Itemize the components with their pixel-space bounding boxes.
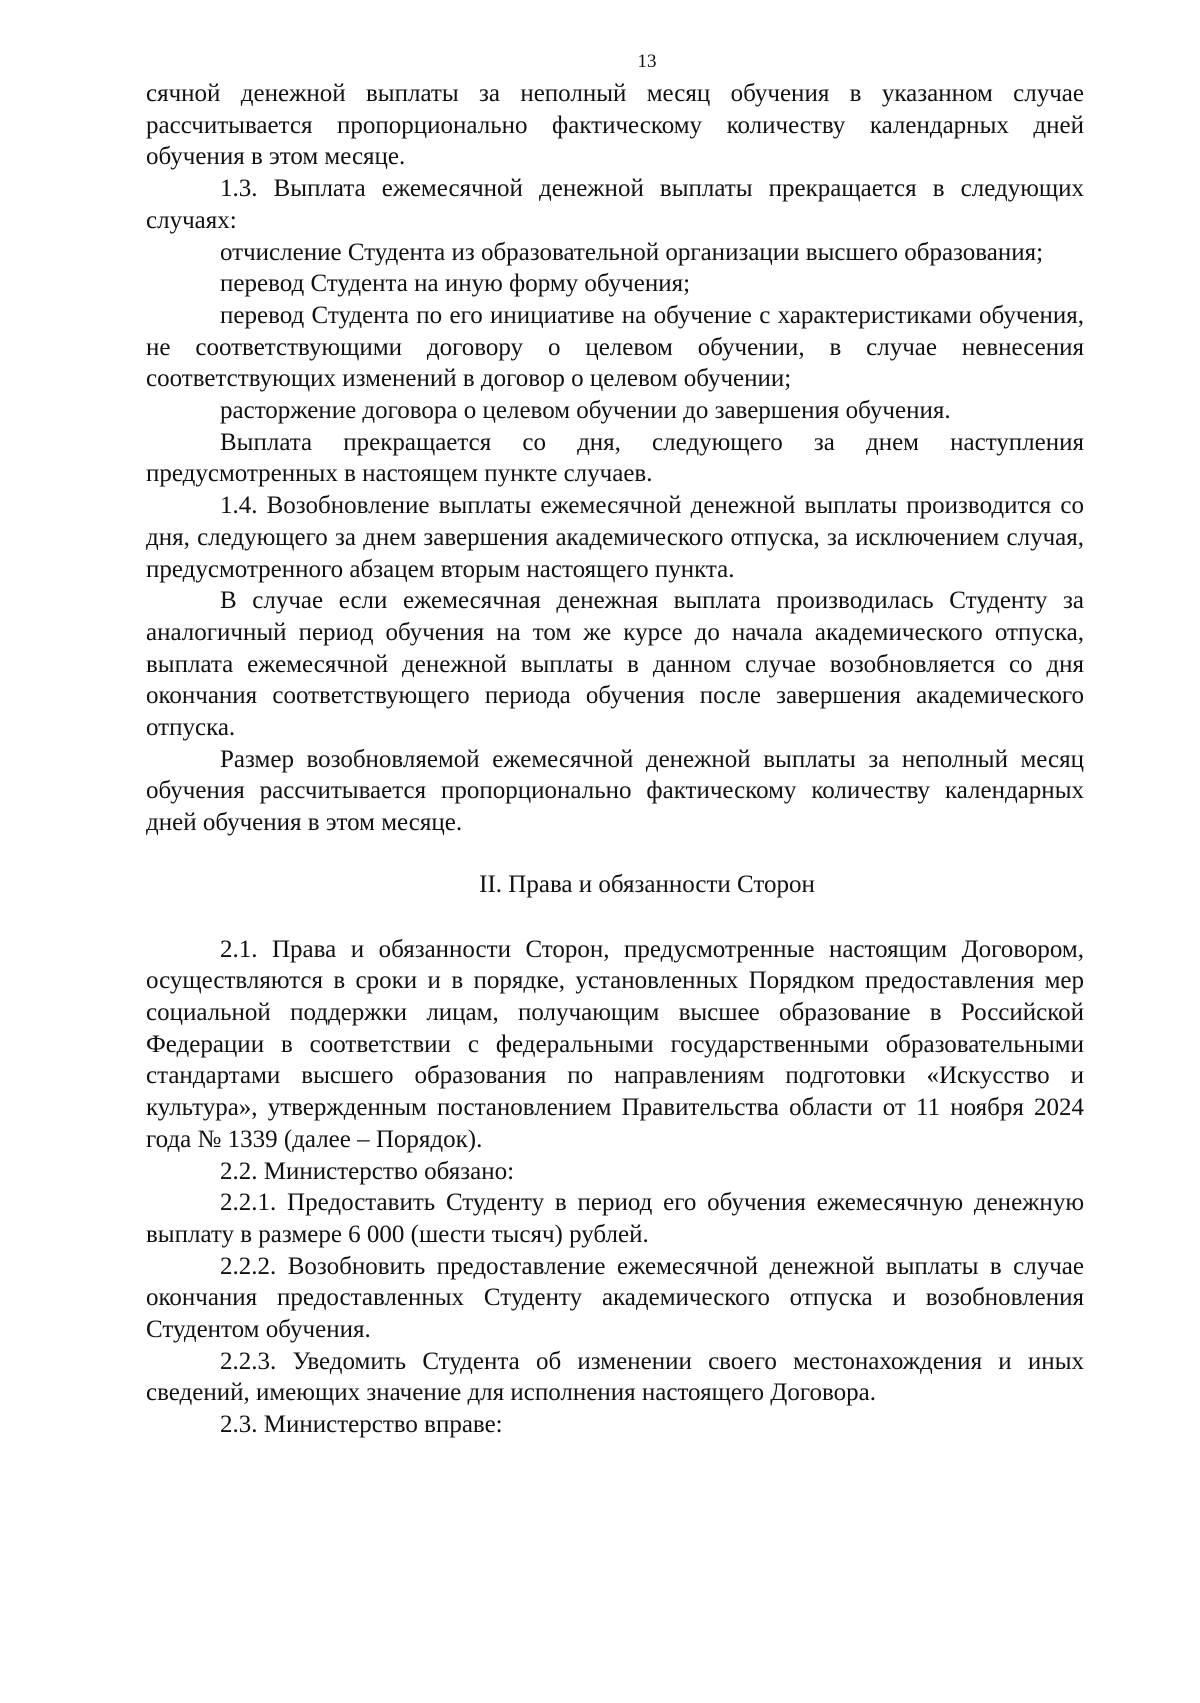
paragraph-case-transfer-initiative: перевод Студента по его инициативе на обучение с характеристиками обучения, не соответствующими договору о целевом обучении, в случае невнесения соответствующих изменений в договор о целевом обучении; xyxy=(146,301,1084,393)
paragraph-1-4: 1.4. Возобновление выплаты ежемесячной денежной выплаты производится со дня, следующего за днем завершения академического отпуска, за исключением случая, предусмотренного абзацем вторым настоящего пункта. xyxy=(146,492,1084,583)
paragraph-2-2-2: 2.2.2. Возобновить предоставление ежемесячной денежной выплаты в случае окончания предоставленных Студенту академического отпуска и возобновления Студентом обучения. xyxy=(146,1252,1084,1344)
paragraph-case-transfer-form: перевод Студента на иную форму обучения; xyxy=(220,270,691,298)
paragraph-2-1: 2.1. Права и обязанности Сторон, предусмотренные настоящим Договором, осуществляются в сроки и в порядке, установленных Порядком предоставления мер социальной поддержки лицам, получающим высшее образование в Российской Федерации в соответствии с федеральными государственными образовательными стандартами высшего образования по направлениям подготовки «Искусство и культура», утвержденным постановлением Правительства области от 11 ноября 2024 года № 1339 (далее – Порядок). xyxy=(146,935,1084,1153)
section-heading: II. Права и обязанности Сторон xyxy=(479,870,815,898)
paragraph-2-2-3: 2.2.3. Уведомить Студента об изменении своего местонахождения и иных сведений, имеющих значение для исполнения настоящего Договора. xyxy=(146,1347,1084,1407)
paragraph-resumption-case: В случае если ежемесячная денежная выплата производилась Студенту за аналогичный период обучения на том же курсе до начала академического отпуска, выплата ежемесячной денежной выплаты в данном случае возобновляется со дня окончания соответствующего периода обучения после завершения академического отпуска. xyxy=(146,587,1084,742)
paragraph-2-2-1: 2.2.1. Предоставить Студенту в период его обучения ежемесячную денежную выплату в размере 6 000 (шести тысяч) рублей. xyxy=(146,1189,1084,1248)
paragraph-2-3: 2.3. Министерство вправе: xyxy=(220,1411,503,1439)
paragraph-resumption-amount: Размер возобновляемой ежемесячной денежной выплаты за неполный месяц обучения рассчитывается пропорционально фактическому количеству календарных дней обучения в этом месяце. xyxy=(146,745,1084,837)
paragraph-case-termination: расторжение договора о целевом обучении до завершения обучения. xyxy=(220,397,951,425)
paragraph-2-2: 2.2. Министерство обязано: xyxy=(220,1157,515,1185)
paragraph-1-3: 1.3. Выплата ежемесячной денежной выплаты прекращается в следующих случаях: xyxy=(146,175,1084,234)
paragraph-continuation: сячной денежной выплаты за неполный месяц обучения в указанном случае рассчитывается пропорционально фактическому количеству календарных дней обучения в этом месяце. xyxy=(146,80,1084,171)
paragraph-case-expulsion: отчисление Студента из образовательной организации высшего образования; xyxy=(220,238,1044,266)
page-number: 13 xyxy=(637,51,657,72)
document-page xyxy=(146,50,1084,1441)
paragraph-termination-date: Выплата прекращается со дня, следующего за днем наступления предусмотренных в настоящем пункте случаев. xyxy=(146,428,1084,488)
